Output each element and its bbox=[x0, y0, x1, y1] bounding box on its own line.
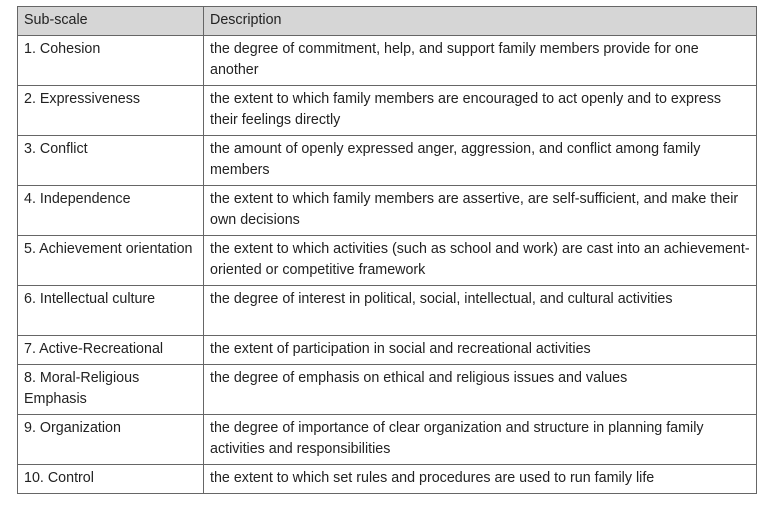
description-cell: the extent to which activities (such as school and work) are cast into an achievement-oriented or competitive framework bbox=[204, 236, 757, 286]
description-cell: the extent of participation in social and recreational activities bbox=[204, 336, 757, 365]
description-cell: the amount of openly expressed anger, aggression, and conflict among family members bbox=[204, 136, 757, 186]
subscale-cell: 2. Expressiveness bbox=[18, 86, 204, 136]
subscale-cell: 6. Intellectual culture bbox=[18, 286, 204, 336]
table-row bbox=[18, 86, 757, 136]
table-row bbox=[18, 36, 757, 86]
table-row bbox=[18, 465, 757, 494]
description-cell: the degree of commitment, help, and support family members provide for one another bbox=[204, 36, 757, 86]
header-description: Description bbox=[204, 7, 757, 36]
table-row bbox=[18, 336, 757, 365]
subscale-cell: 10. Control bbox=[18, 465, 204, 494]
header-row bbox=[18, 7, 757, 36]
table-row bbox=[18, 186, 757, 236]
description-cell: the degree of interest in political, social, intellectual, and cultural activities bbox=[204, 286, 757, 336]
subscale-cell: 5. Achievement orientation bbox=[18, 236, 204, 286]
description-cell: the degree of emphasis on ethical and religious issues and values bbox=[204, 365, 757, 415]
table-row bbox=[18, 286, 757, 336]
table-row bbox=[18, 365, 757, 415]
subscale-cell: 7. Active-Recreational bbox=[18, 336, 204, 365]
description-cell: the extent to which set rules and procedures are used to run family life bbox=[204, 465, 757, 494]
description-cell: the extent to which family members are encouraged to act openly and to express their feelings directly bbox=[204, 86, 757, 136]
subscale-table bbox=[17, 6, 757, 494]
table-row bbox=[18, 415, 757, 465]
subscale-cell: 8. Moral-Religious Emphasis bbox=[18, 365, 204, 415]
subscale-cell: 3. Conflict bbox=[18, 136, 204, 186]
description-cell: the extent to which family members are assertive, are self-sufficient, and make their own decisions bbox=[204, 186, 757, 236]
subscale-cell: 9. Organization bbox=[18, 415, 204, 465]
description-cell: the degree of importance of clear organization and structure in planning family activities and responsibilities bbox=[204, 415, 757, 465]
subscale-cell: 4. Independence bbox=[18, 186, 204, 236]
table-row bbox=[18, 236, 757, 286]
subscale-cell: 1. Cohesion bbox=[18, 36, 204, 86]
table-row bbox=[18, 136, 757, 186]
header-subscale: Sub-scale bbox=[18, 7, 204, 36]
